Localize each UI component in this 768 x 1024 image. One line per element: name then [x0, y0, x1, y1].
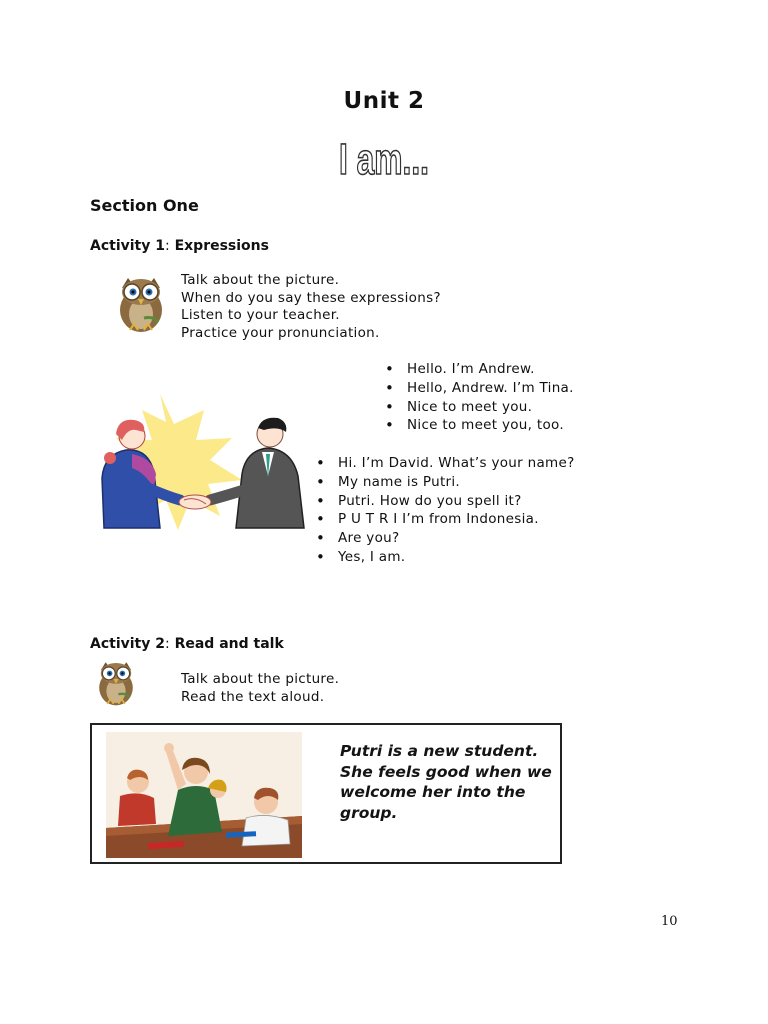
instruction-line: Listen to your teacher. — [181, 307, 340, 324]
activity-2-name: Read and talk — [174, 636, 284, 652]
list-item: • Are you? — [316, 529, 575, 548]
list-item: • My name is Putri. — [316, 473, 575, 492]
handshake-illustration — [92, 388, 317, 536]
svg-text:I am...: I am... — [339, 135, 429, 182]
instruction-line: Practice your pronunciation. — [181, 324, 380, 341]
activity-1-instructions — [181, 272, 441, 342]
instruction-line: Talk about the picture. — [181, 272, 340, 288]
activity-2-colon: : — [164, 636, 170, 652]
list-item: • P U T R I I’m from Indonesia. — [316, 510, 575, 529]
story-text — [340, 741, 550, 823]
list-item: • Nice to meet you, too. — [385, 416, 574, 435]
activity-2-instructions — [181, 671, 339, 706]
unit-title: Unit 2 — [343, 88, 425, 114]
story-line: Putri is a new student. — [340, 742, 539, 760]
section-title: Section One — [90, 196, 199, 215]
list-item: • Yes, I am. — [316, 548, 575, 567]
dialogue-a-list — [385, 360, 574, 435]
owl-icon — [114, 274, 168, 334]
classroom-illustration — [106, 732, 302, 858]
instruction-line: When do you say these expressions? — [181, 289, 441, 306]
story-line: group. — [340, 803, 398, 822]
page-number: 10 — [661, 914, 678, 929]
activity-1-label: Activity 1 — [90, 238, 165, 254]
activity-1-name: Expressions — [174, 238, 269, 254]
owl-icon — [94, 659, 138, 707]
activity-2-label: Activity 2 — [90, 636, 165, 652]
story-line: She feels good when we — [340, 762, 552, 781]
dialogue-b-list — [316, 454, 575, 567]
story-line: welcome her into the — [340, 783, 526, 801]
instruction-line: Talk about the picture. — [181, 671, 340, 687]
list-item: • Hello. I’m Andrew. — [385, 360, 574, 379]
list-item: • Hi. I’m David. What’s your name? — [316, 454, 575, 473]
unit-subtitle — [0, 130, 768, 182]
activity-1-title — [90, 238, 269, 254]
list-item: • Hello, Andrew. I’m Tina. — [385, 379, 574, 398]
activity-2-title — [90, 636, 284, 652]
activity-1-colon: : — [164, 238, 170, 254]
list-item: • Nice to meet you. — [385, 398, 574, 417]
instruction-line: Read the text aloud. — [181, 688, 325, 705]
list-item: • Putri. How do you spell it? — [316, 492, 575, 511]
